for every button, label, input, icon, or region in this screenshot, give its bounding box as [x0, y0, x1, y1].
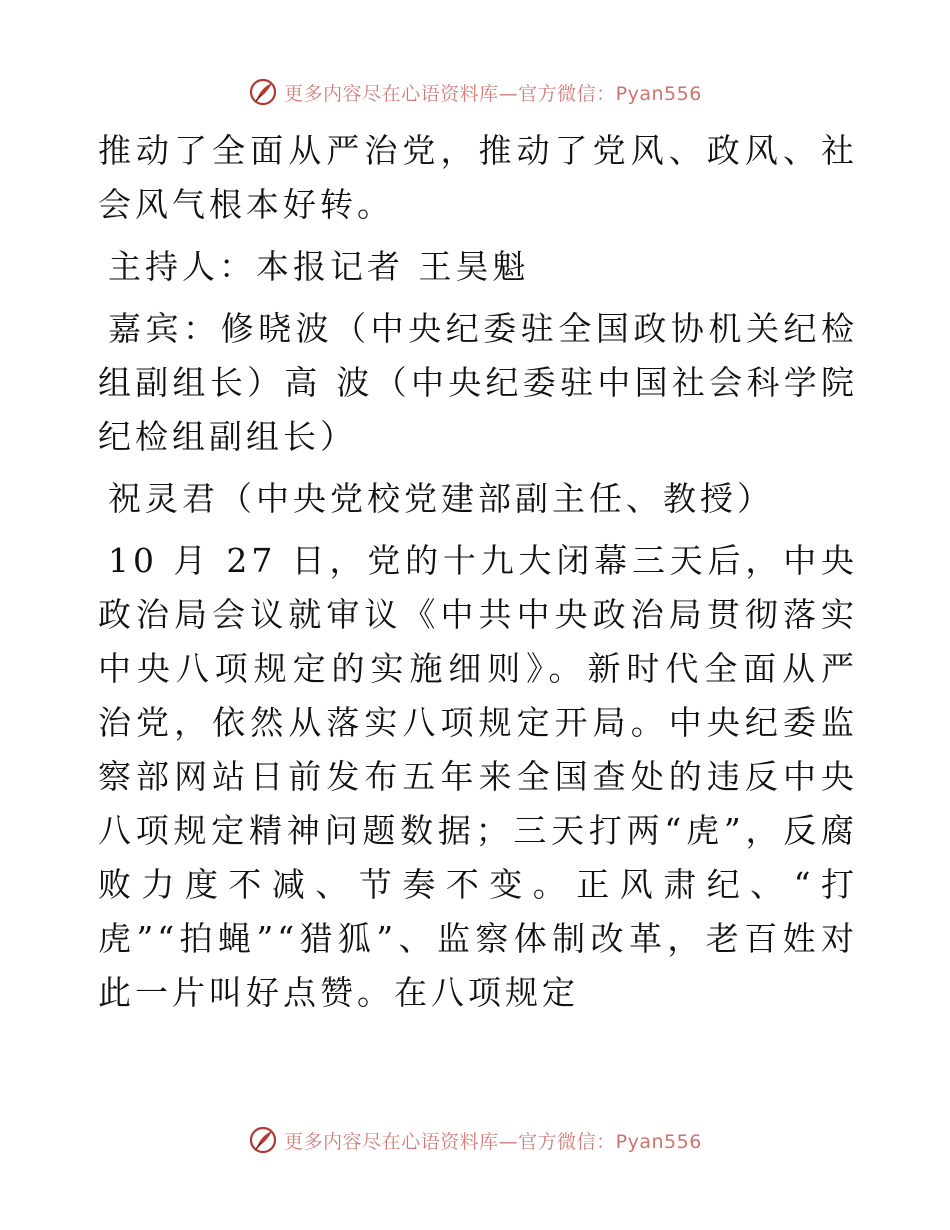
paragraph-guest-zhu: 祝灵君（中央党校党建部副主任、教授） [108, 479, 774, 518]
feather-pen-circle-icon [248, 1125, 278, 1155]
header-watermark [0, 72, 950, 112]
watermark-text [284, 79, 702, 106]
watermark-text-cn: 更多内容尽在心语资料库—官方微信： [284, 1130, 616, 1153]
document-body [98, 124, 858, 1020]
watermark-wechat-id: Pyan556 [615, 82, 702, 105]
watermark-text [284, 1127, 702, 1154]
watermark-text-cn: 更多内容尽在心语资料库—官方微信： [284, 82, 616, 105]
watermark-wechat-id: Pyan556 [615, 1130, 702, 1153]
paragraph-body: 10 月 27 日，党的十九大闭幕三天后，中央政治局会议就审议《中共中央政治局贯彻落实中央八项规定的实施细则》。新时代全面从严治党，依然从落实八项规定开局。中央纪委监察部网站日前发布五年来全国查处的违反中央八项规定精神问题数据；三天打两“虎”，反腐败力度不减、节奏不变。正风肃纪、“打虎”“拍蝇”“猎狐”、监察体制改革，老百姓对此一片叫好点赞。在八项规定 [98, 541, 858, 1012]
paragraph-guests: 嘉宾：修晓波（中央纪委驻全国政协机关纪检组副组长）高 波（中央纪委驻中国社会科学院纪检组副组长） [98, 309, 858, 456]
paragraph-host: 主持人：本报记者 王昊魁 [108, 247, 530, 286]
footer-watermark [0, 1120, 950, 1160]
paragraph-continuation: 推动了全面从严治党，推动了党风、政风、社会风气根本好转。 [98, 131, 858, 224]
feather-pen-circle-icon [248, 77, 278, 107]
